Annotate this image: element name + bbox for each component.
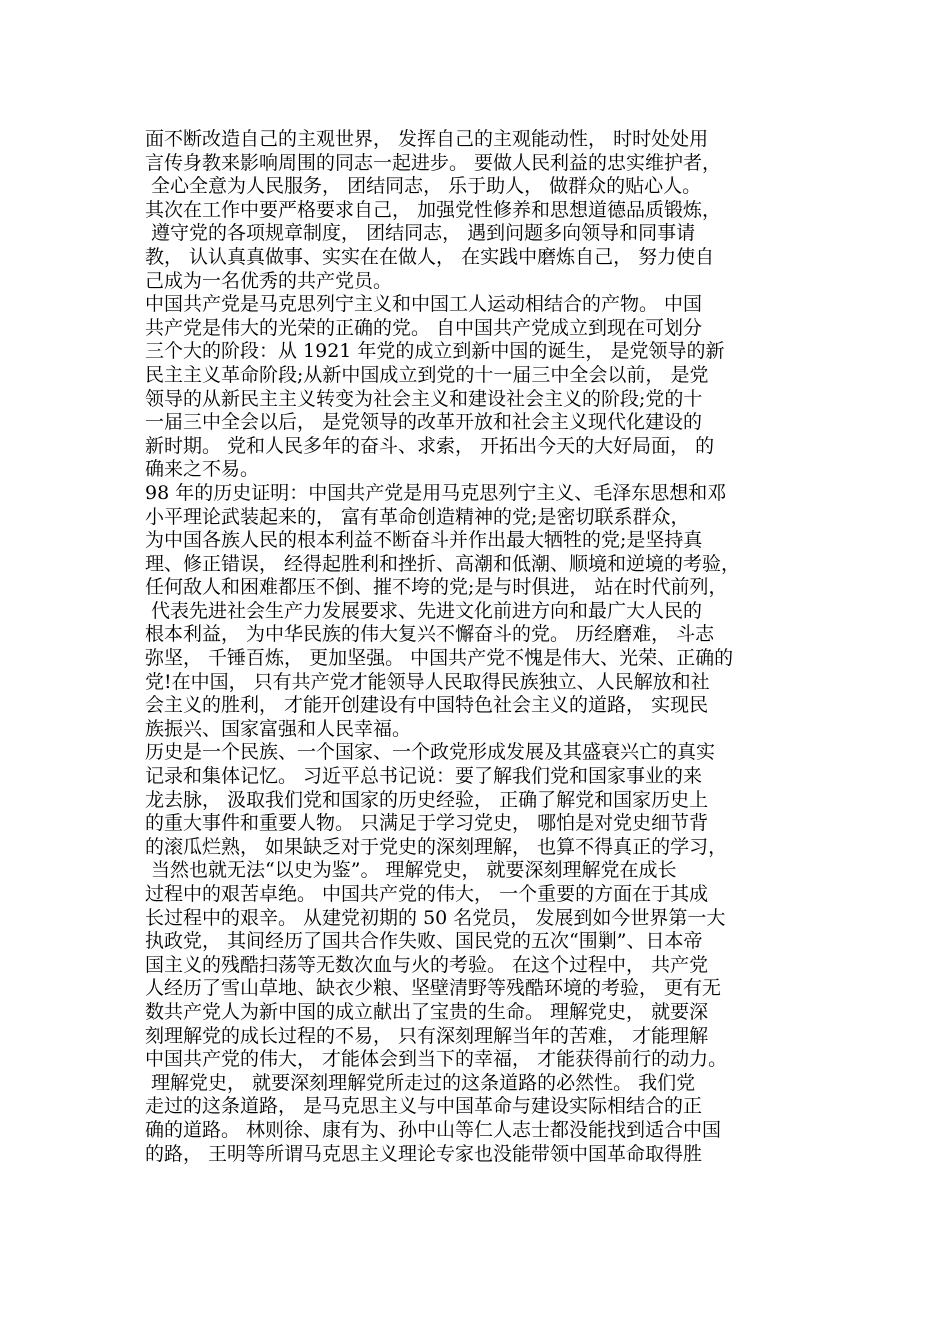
text-line: 一届三中全会以后， 是党领导的改革开放和社会主义现代化建设的 xyxy=(145,411,703,434)
text-line: 弥坚， 千锤百炼， 更加坚强。 中国共产党不愧是伟大、光荣、正确的 xyxy=(145,647,734,670)
text-line: 的重大事件和重要人物。 只满足于学习党史， 哪怕是对党史细节背 xyxy=(145,812,709,835)
text-line: 中国共产党是马克思列宁主义和中国工人运动相结合的产物。 中国 xyxy=(145,293,703,316)
text-line: 过程中的艰苦卓绝。 中国共产党的伟大， 一个重要的方面在于其成 xyxy=(145,883,709,905)
text-line: 98 年的历史证明：中国共产党是用马克思列宁主义、毛泽东思想和邓 xyxy=(145,481,727,504)
text-line: 三个大的阶段：从 1921 年党的成立到新中国的诞生， 是党领导的新 xyxy=(145,340,725,363)
text-line: 己成为一名优秀的共产党员。 xyxy=(145,269,393,292)
text-line: 党!在中国， 只有共产党才能领导人民取得民族独立、人民解放和社 xyxy=(145,670,710,693)
text-line: 人经历了雪山草地、缺衣少粮、坚壁清野等残酷环境的考验， 更有无 xyxy=(145,977,722,1000)
text-line: 全心全意为人民服务， 团结同志， 乐于助人， 做群众的贴心人。 xyxy=(145,175,702,198)
text-line: 族振兴、国家富强和人民幸福。 xyxy=(145,717,412,740)
text-line: 小平理论武装起来的， 富有革命创造精神的党;是密切联系群众， xyxy=(145,505,690,528)
text-line: 理、修正错误， 经得起胜利和挫折、高潮和低潮、顺境和逆境的考验， xyxy=(145,552,741,575)
text-line: 任何敌人和困难都压不倒、摧不垮的党;是与时俱进， 站在时代前列， xyxy=(145,576,728,599)
text-line: 数共产党人为新中国的成立献出了宝贵的生命。 理解党史， 就要深 xyxy=(145,1000,709,1023)
text-line: 教， 认认真真做事、实实在在做人， 在实践中磨炼自己， 努力使自 xyxy=(145,245,715,268)
text-line: 共产党是伟大的光荣的正确的党。 自中国共产党成立到现在可划分 xyxy=(145,316,703,339)
text-line: 遵守党的各项规章制度， 团结同志， 遇到问题多向领导和同事请 xyxy=(145,222,696,245)
text-line: 记录和集体记忆。 习近平总书记说：要了解我们党和国家事业的来 xyxy=(145,765,703,788)
text-line: 的滚瓜烂熟， 如果缺乏对于党史的深刻理解， 也算不得真正的学习， xyxy=(145,835,728,858)
text-line: 中国共产党的伟大， 才能体会到当下的幸福， 才能获得前行的动力。 xyxy=(145,1048,728,1071)
text-line: 言传身教来影响周围的同志一起进步。 要做人民利益的忠实维护者， xyxy=(145,151,722,174)
text-line: 走过的这条道路， 是马克思主义与中国革命与建设实际相结合的正 xyxy=(145,1095,703,1118)
text-line: 民主主义革命阶段;从新中国成立到党的十一届三中全会以前， 是党 xyxy=(145,363,709,386)
text-line: 刻理解党的成长过程的不易， 只有深刻理解当年的苦难， 才能理解 xyxy=(145,1024,709,1047)
text-line: 面不断改造自己的主观世界， 发挥自己的主观能动性， 时时处处用 xyxy=(145,128,709,150)
text-line: 长过程中的艰辛。 从建党初期的 50 名党员， 发展到如今世界第一大 xyxy=(145,906,726,929)
text-line: 新时期。 党和人民多年的奋斗、求索， 开拓出今天的大好局面， 的 xyxy=(145,434,715,457)
text-line: 确的道路。 林则徐、康有为、孙中山等仁人志士都没能找到适合中国 xyxy=(145,1118,722,1141)
text-line: 代表先进社会生产力发展要求、先进文化前进方向和最广大人民的 xyxy=(145,599,703,622)
body-text xyxy=(145,128,825,1166)
text-line: 其次在工作中要严格要求自己， 加强党性修养和思想道德品质锻炼， xyxy=(145,198,722,221)
text-line: 确来之不易。 xyxy=(145,458,260,481)
text-line: 根本利益， 为中华民族的伟大复兴不懈奋斗的党。 历经磨难， 斗志 xyxy=(145,623,715,646)
text-line: 理解党史， 就要深刻理解党所走过的这条道路的必然性。 我们党 xyxy=(145,1071,696,1094)
text-line: 的路， 王明等所谓马克思主义理论专家也没能带领中国革命取得胜 xyxy=(145,1142,703,1165)
text-line: 为中国各族人民的根本利益不断奋斗并作出最大牺牲的党;是坚持真 xyxy=(145,529,703,552)
text-line: 执政党， 其间经历了国共合作失败、国民党的五次“围剿”、日本帝 xyxy=(145,930,703,953)
text-line: 领导的从新民主主义转变为社会主义和建设社会主义的阶段;党的十 xyxy=(145,387,703,410)
text-line: 国主义的残酷扫荡等无数次血与火的考验。 在这个过程中， 共产党 xyxy=(145,953,709,976)
text-line: 当然也就无法“以史为鉴”。 理解党史， 就要深刻理解党在成长 xyxy=(145,859,677,882)
text-line: 历史是一个民族、一个国家、一个政党形成发展及其盛衰兴亡的真实 xyxy=(145,741,716,764)
text-line: 会主义的胜利， 才能开创建设有中国特色社会主义的道路， 实现民 xyxy=(145,694,709,717)
text-line: 龙去脉， 汲取我们党和国家的历史经验， 正确了解党和国家历史上 xyxy=(145,788,709,811)
